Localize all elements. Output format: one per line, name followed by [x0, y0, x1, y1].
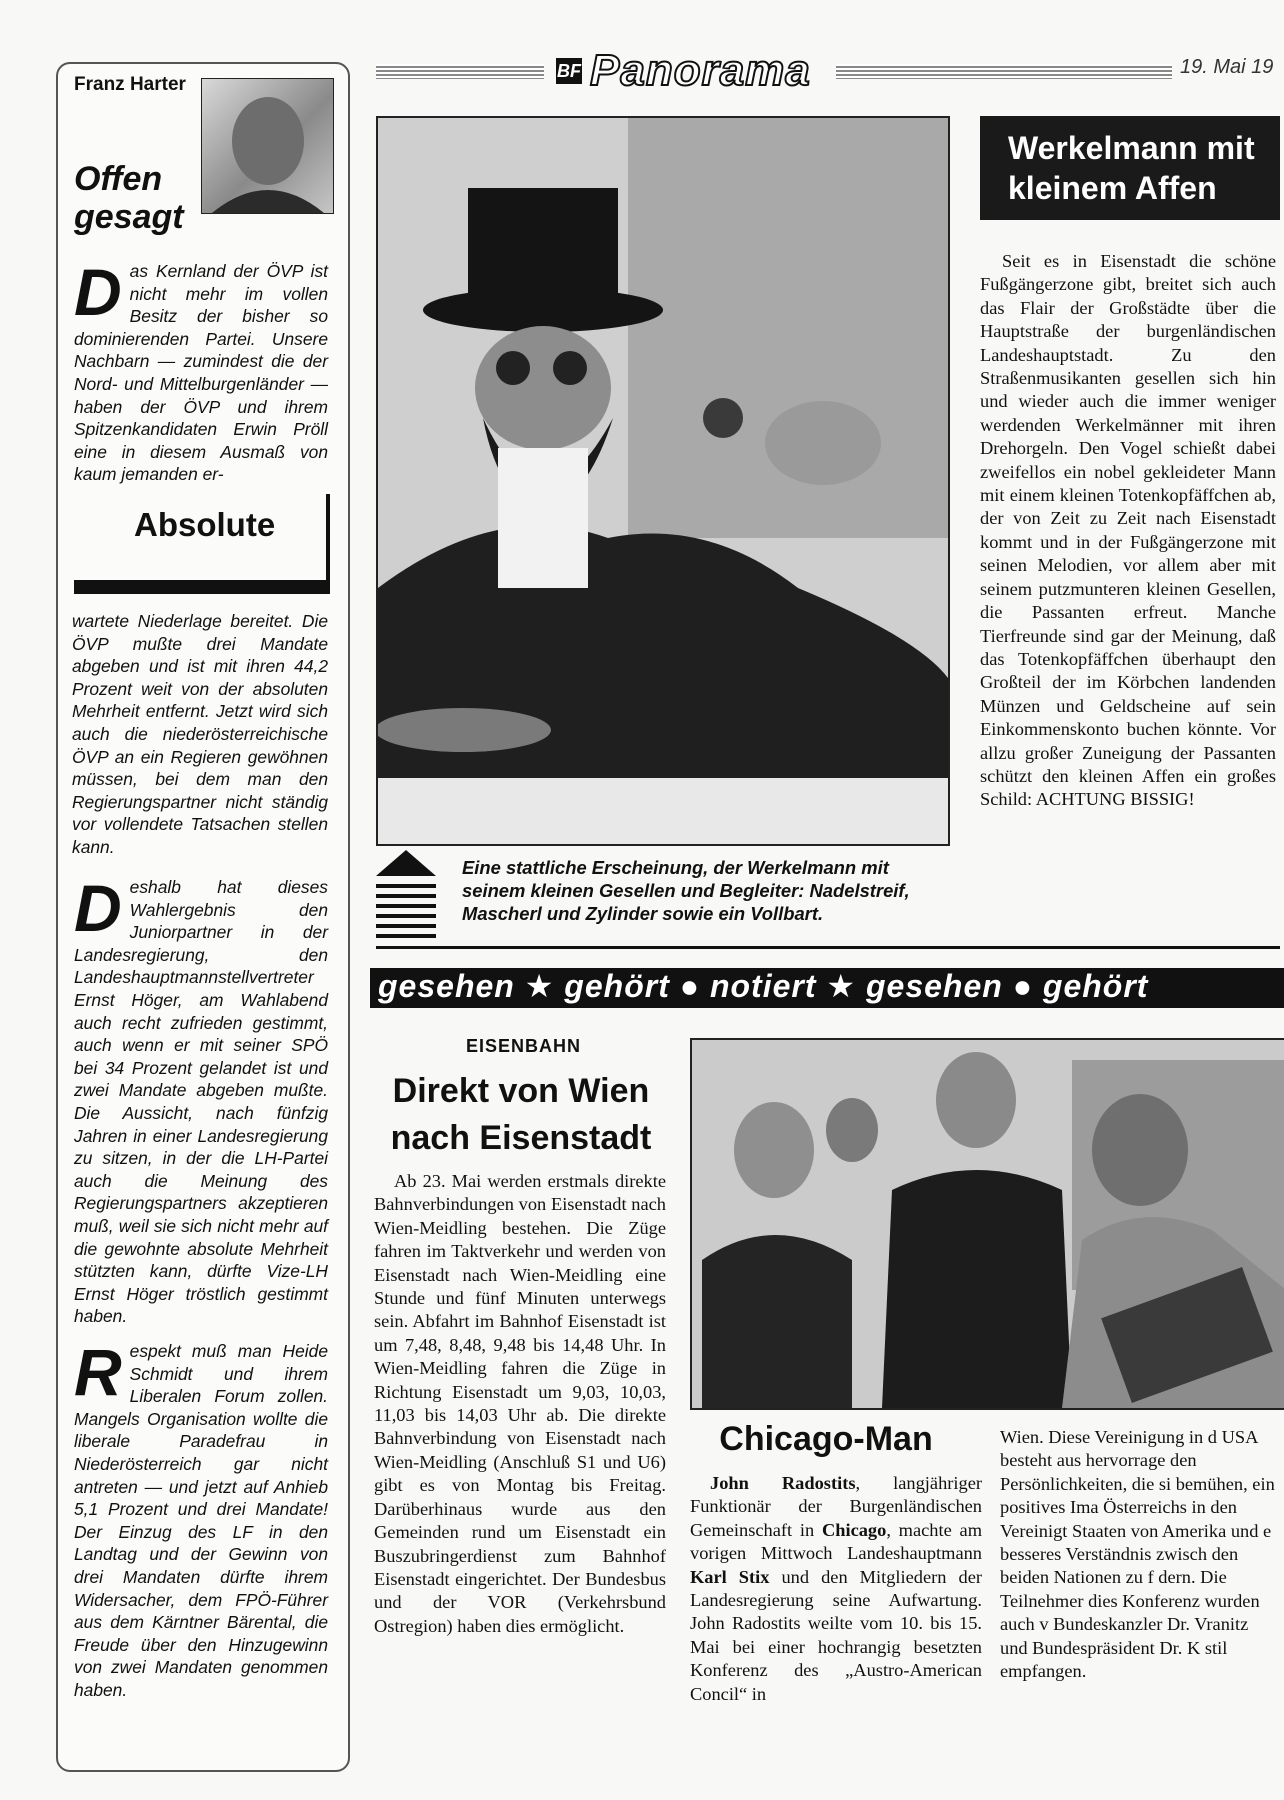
story-headline-line1: Werkelmann mit: [1008, 130, 1255, 166]
city-name: Chicago: [821, 1519, 887, 1540]
story-body: [980, 250, 1276, 812]
caption-arrow-icon: [376, 850, 436, 940]
para-text: eshalb hat dieses Wahlergebnis den Juniorpartner in der Landesregierung, den Landeshauptmannstellvertreter Ernst Höger, am Wahlabend auch recht zufrieden gestimmt, auch wenn er mit seiner SPÖ bei 34 Prozent gelandet ist und zwei Mandate abgeben mußte. Die Aussicht, nach fünfzig Jahren in einer Landesregierung zu sitzen, in der die LH-Partei auch die Meinung des Regierungspartners akzeptieren muß, weil sie sich nicht mehr auf die gewohnte absolute Mehrheit stützten kann, dürfte Vize-LH Ernst Höger tröstlich gestimmt haben.: [74, 877, 328, 1327]
ticker-text: gesehen ★ gehört ● notiert ★ gesehen ● gehört: [378, 968, 1149, 1004]
story-headline-box: [980, 116, 1280, 220]
story-headline-line2: kleinem Affen: [1008, 170, 1217, 206]
chicago-col1: [690, 1472, 982, 1706]
rail-headline-line2: nach Eisenstadt: [390, 1119, 652, 1157]
author-portrait: [201, 78, 334, 214]
column-title-line1: Offen: [74, 160, 163, 198]
rail-body-text: Ab 23. Mai werden erstmals direkte Bahnverbindungen von Eisenstadt nach Wien-Meidling bestehen. Die Züge fahren im Taktverkehr und werden von Eisenstadt nach Wien-Meidling eine Stunde und fünf Minuten unterwegs sein. Abfahrt im Bahnhof Eisenstadt ist um 7,48, 8,48, 9,48 bis 14,48 Uhr. In Wien-Meidling fahren die Züge in Richtung Eisenstadt um 9,03, 10,03, 11,03 bis 14,03 Uhr ab. Die direkte Bahnverbindung von Eisenstadt nach Wien-Meidling (Anschluß S1 und U6) gibt es von Montag bis Freitag. Darüberhinaus wurde aus den Gemeinden rund um Eisenstadt ein Buszubringerdienst zum Bahnhof Eisenstadt eingerichtet. Der Bundesbus und der VOR (Verkehrsbund Ostregion) haben dies ermöglicht.: [374, 1171, 666, 1636]
section-divider: [376, 946, 1280, 949]
group-meeting-photo-icon: [692, 1040, 1284, 1408]
column-title-line2: gesagt: [74, 198, 184, 236]
commentary-para1-cont: [72, 610, 328, 859]
chicago-col2: [1000, 1426, 1278, 1683]
dropcap: D: [74, 255, 122, 329]
governor-name: Karl Stix: [690, 1566, 770, 1587]
organ-grinder-photo-icon: [378, 118, 948, 844]
header-rule-right: [836, 64, 1172, 79]
chicago-text-a: , langjähriger Funktionär der Burgenländischen Gemeinschaft in: [690, 1473, 982, 1540]
portrait-silhouette-icon: [202, 79, 333, 213]
person-name: John Radostits: [710, 1473, 856, 1493]
dropcap: R: [74, 1335, 122, 1409]
section-title: Panorama: [590, 46, 811, 95]
news-ticker: [370, 968, 1284, 1008]
story-body-text: Seit es in Eisenstadt die schöne Fußgängerzone gibt, breitet sich auch das Flair der Großstädte über die Hauptstraße der burgenländischen Landeshauptstadt. Zu den Straßenmusikanten gesellen sich hin und wieder auch die immer weniger werdenden Werkelmänner mit ihren Drehorgeln. Den Vogel schießt dabei zweifellos ein nobel gekleideter Mann mit einem kleinen Totenkopfäffchen ab, der von Zeit zu Zeit nach Eisenstadt kommt und in der Fußgängerzone mit seinen Melodien, vor allem aber mit seinem putzmunteren kleinen Gesellen, die Passanten erfreut. Manche Tierfreunde sind gar der Meinung, daß das Totenkopfäffchen überhaupt den Großteil der im Körbchen landenden Münzen und Geldscheine auf sein Einkommenskonto buchen könnte. Vor allzu großer Zuneigung der Passanten schützt den kleinen Affen ein großes Schild: ACHTUNG BISSIG!: [980, 251, 1276, 810]
rail-headline: [376, 1068, 666, 1162]
dropcap: D: [74, 871, 122, 945]
para-text: as Kernland der ÖVP ist nicht mehr im vollen Besitz der bisher so dominierenden Partei. Unsere Nachbarn — zumindest die der Nord- und Mittelburgenländer — haben der ÖVP und ihrem Spitzenkandidaten Erwin Pröll eine in diesem Ausmaß von kaum jemanden er-: [74, 261, 328, 485]
chicago-col2-text: Wien. Diese Vereinigung in d USA besteht aus hervorrage den Persönlichkeiten, die si bemühen, ein positives Ima Österreichs in den Vereinigt Staaten von Amerika und e besseres Verständnis zwisch den beiden Nationen zu f dern. Die Teilnehmer dies Konferenz wurden auch v Bundeskanzler Dr. Vranitz und Bundespräsident Dr. K stil empfangen.: [1000, 1427, 1275, 1682]
chicago-headline: Chicago-Man: [719, 1420, 933, 1458]
commentary-para2: [74, 871, 328, 1328]
para-text: wartete Niederlage bereitet. Die ÖVP mußte drei Mandate abgeben und ist mit ihren 44,2 Prozent weit von der absoluten Mehrheit entfernt. Jetzt wird sich auch die niederösterreichische ÖVP an ein Regieren gewöhnen müssen, bei dem man den Regierungspartner nicht ständig vor vollendete Tatsachen stellen kann.: [72, 611, 328, 857]
para-text: espekt muß man Heide Schmidt und ihrem Liberalen Forum zollen. Mangels Organisation wollte die liberale Paradefrau in Niederösterreich gar nicht antreten — und jetzt auf Anhieb 5,1 Prozent und drei Mandate! Der Einzug des LF in den Landtag und der Gewinn von drei Mandaten dürfte ihrem Widersacher, dem FPÖ-Führer aus dem Kärntner Bärental, die Freude über den Hinzugewinn von zwei Mandaten genommen haben.: [74, 1341, 328, 1700]
header-rule-left: [376, 64, 544, 79]
commentary-para3: [74, 1335, 328, 1702]
issue-date: 19. Mai 19: [1180, 56, 1274, 78]
callout-box: [74, 494, 330, 594]
callout-word: Absolute: [134, 506, 276, 543]
chicago-text-c: und den Mitgliedern der Landesregierung seine Aufwartung. John Radostits weilte vom 10. bis 15. Mai bei einer hochrangig besetzten Konferenz des „Austro-American Concil“ in: [690, 1566, 982, 1704]
rail-headline-line1: Direkt von Wien: [392, 1072, 650, 1110]
commentary-column: [56, 62, 350, 1772]
photo-caption: Eine stattliche Erscheinung, der Werkelmann mit seinem kleinen Gesellen und Begleiter: Nadelstreif, Mascherl und Zylinder sowie ein Vollbart.: [462, 857, 910, 924]
author-name: Franz Harter: [74, 74, 186, 95]
story-headline: [1008, 128, 1255, 208]
column-title: [74, 160, 184, 236]
rail-body: [374, 1170, 666, 1638]
chicago-photo: [690, 1038, 1284, 1410]
rail-kicker: EISENBAHN: [466, 1036, 582, 1056]
commentary-para1: [74, 255, 328, 486]
caption-arrow: [376, 850, 436, 940]
main-photo: [376, 116, 950, 846]
logo-badge: BF: [556, 58, 582, 84]
chicago-text-b: , machte am vorigen Mittwoch Landeshauptmann: [690, 1519, 982, 1564]
